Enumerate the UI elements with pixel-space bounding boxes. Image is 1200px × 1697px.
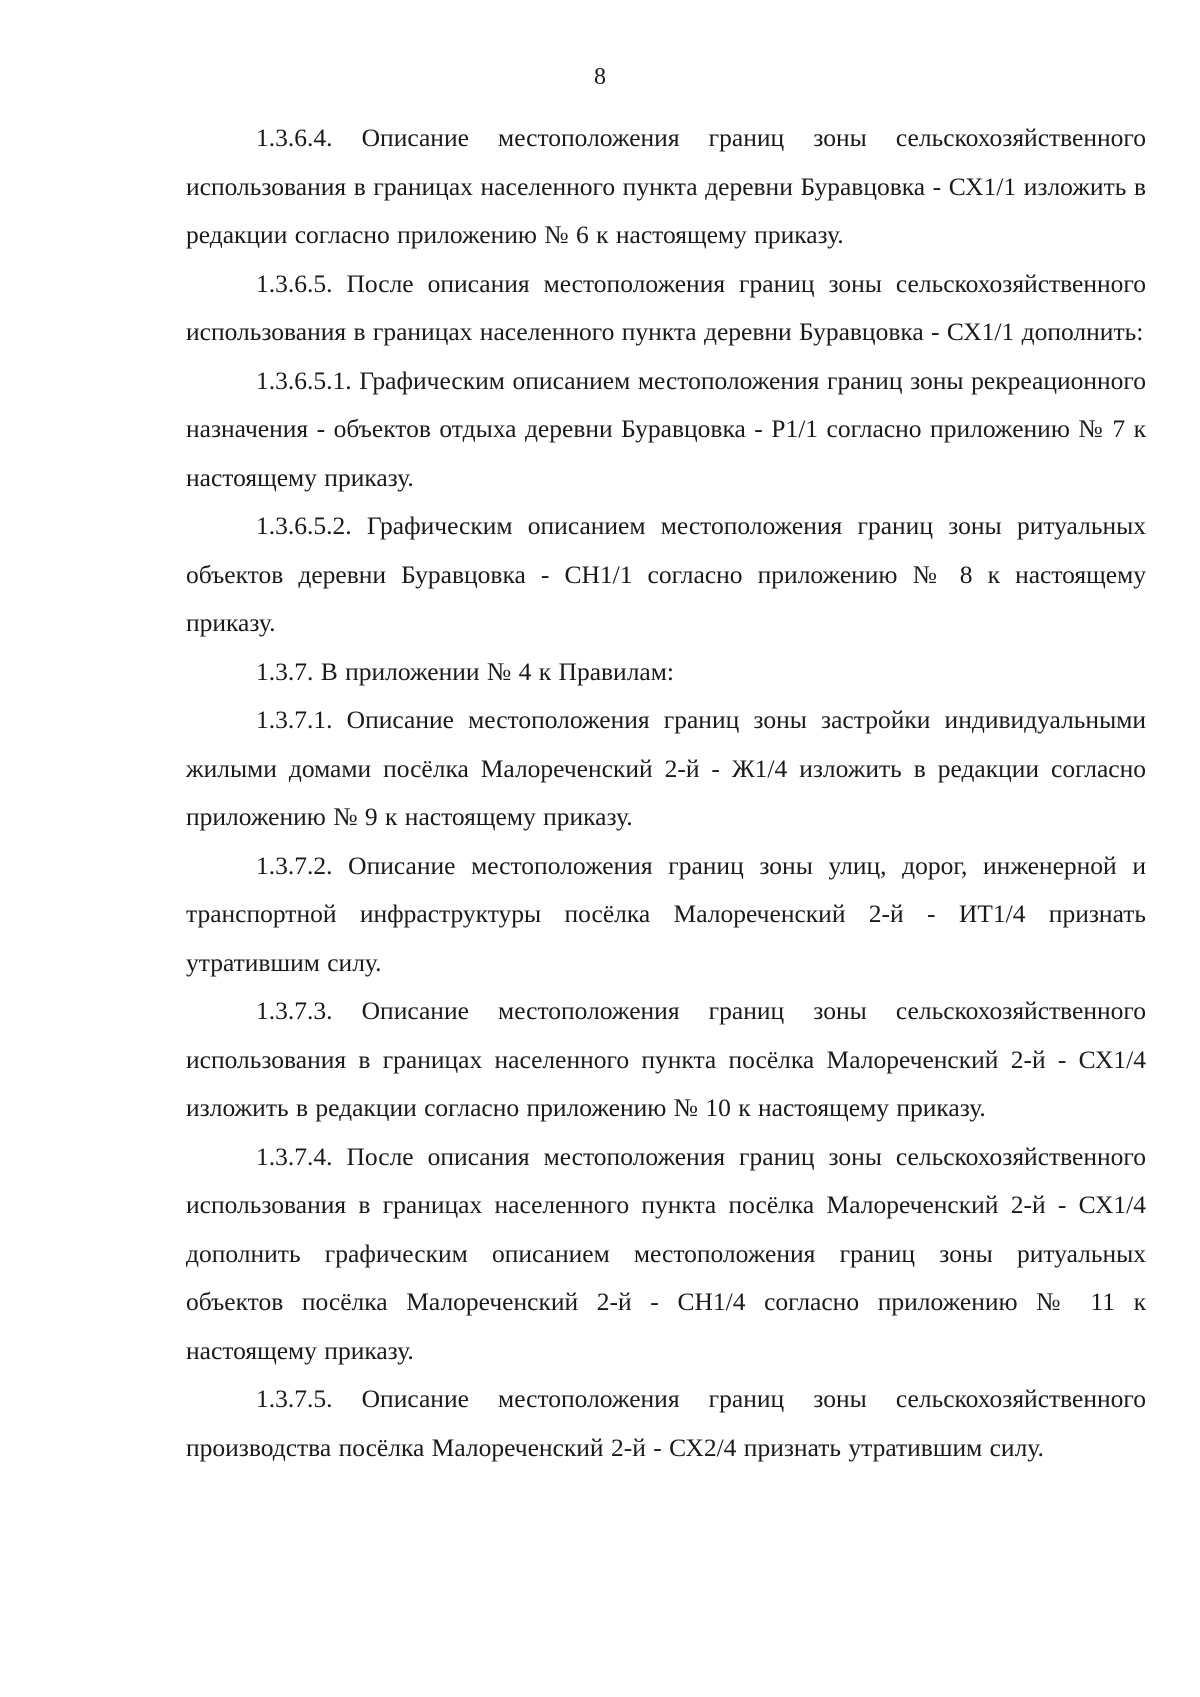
document-body (186, 114, 1146, 1472)
page-number: 8 (594, 64, 606, 90)
paragraph-1-3-7-1: 1.3.7.1. Описание местоположения границ зоны застройки индивидуальными жилыми домами посёлка Малореченский 2-й - Ж1/4 изложить в редакции согласно приложению № 9 к настоящему приказу. (186, 705, 1146, 831)
paragraph-1-3-6-5: 1.3.6.5. После описания местоположения границ зоны сельскохозяйственного использования в границах населенного пункта деревни Буравцовка - СХ1/1 дополнить: (186, 268, 1146, 346)
paragraph-1-3-7-4: 1.3.7.4. После описания местоположения границ зоны сельскохозяйственного использования в границах населенного пункта посёлка Малореченский 2-й - СХ1/4 дополнить графическим описанием местоположения границ зоны ритуальных объектов посёлка Малореченский 2-й - СН1/4 согласно приложению № 11 к настоящему приказу. (186, 1141, 1146, 1365)
paragraph-1-3-6-5-2: 1.3.6.5.2. Графическим описанием местоположения границ зоны ритуальных объектов деревни Буравцовка - СН1/1 согласно приложению № 8 к настоящему приказу. (186, 511, 1146, 637)
paragraph-1-3-6-4: 1.3.6.4. Описание местоположения границ зоны сельскохозяйственного использования в границах населенного пункта деревни Буравцовка - СХ1/1 изложить в редакции согласно приложению № 6 к настоящему приказу. (186, 123, 1146, 249)
paragraph-1-3-7-5: 1.3.7.5. Описание местоположения границ зоны сельскохозяйственного производства посёлка Малореченский 2-й - СХ2/4 признать утратившим силу. (186, 1384, 1146, 1462)
paragraph-1-3-7: 1.3.7. В приложении № 4 к Правилам: (256, 656, 674, 686)
paragraph-1-3-7-3: 1.3.7.3. Описание местоположения границ зоны сельскохозяйственного использования в границах населенного пункта посёлка Малореченский 2-й - СХ1/4 изложить в редакции согласно приложению № 10 к настоящему приказу. (186, 996, 1146, 1122)
paragraph-1-3-6-5-1: 1.3.6.5.1. Графическим описанием местоположения границ зоны рекреационного назначения - объектов отдыха деревни Буравцовка - Р1/1 согласно приложению № 7 к настоящему приказу. (186, 365, 1146, 492)
paragraph-1-3-7-2: 1.3.7.2. Описание местоположения границ зоны улиц, дорог, инженерной и транспортной инфраструктуры посёлка Малореченский 2-й - ИТ1/4 признать утратившим силу. (186, 850, 1146, 977)
